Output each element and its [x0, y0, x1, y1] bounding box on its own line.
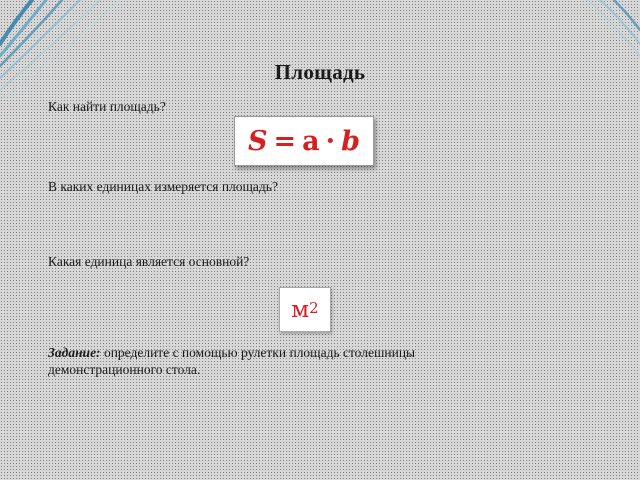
slide-title: Площадь — [274, 60, 366, 84]
formula-dot: · — [325, 125, 336, 157]
base-unit-box — [279, 287, 331, 332]
area-formula-box — [234, 116, 374, 166]
corner-stripes-decoration — [0, 0, 640, 110]
formula-lhs: S — [248, 125, 268, 157]
task-label: Задание: — [48, 345, 101, 360]
question-units: В каких единицах измеряется площадь? — [48, 179, 278, 194]
formula-equals: = — [273, 125, 297, 157]
unit-base: м — [291, 296, 310, 323]
unit-exponent: 2 — [309, 298, 319, 317]
question-base-unit: Какая единица является основной? — [48, 254, 250, 269]
task-paragraph — [48, 344, 528, 378]
question-area: Как найти площадь? — [48, 99, 166, 114]
formula-b: b — [341, 125, 360, 157]
task-text: определите с помощью рулетки площадь столешницы демонстрационного стола. — [48, 345, 416, 377]
formula-a: a — [302, 125, 320, 157]
